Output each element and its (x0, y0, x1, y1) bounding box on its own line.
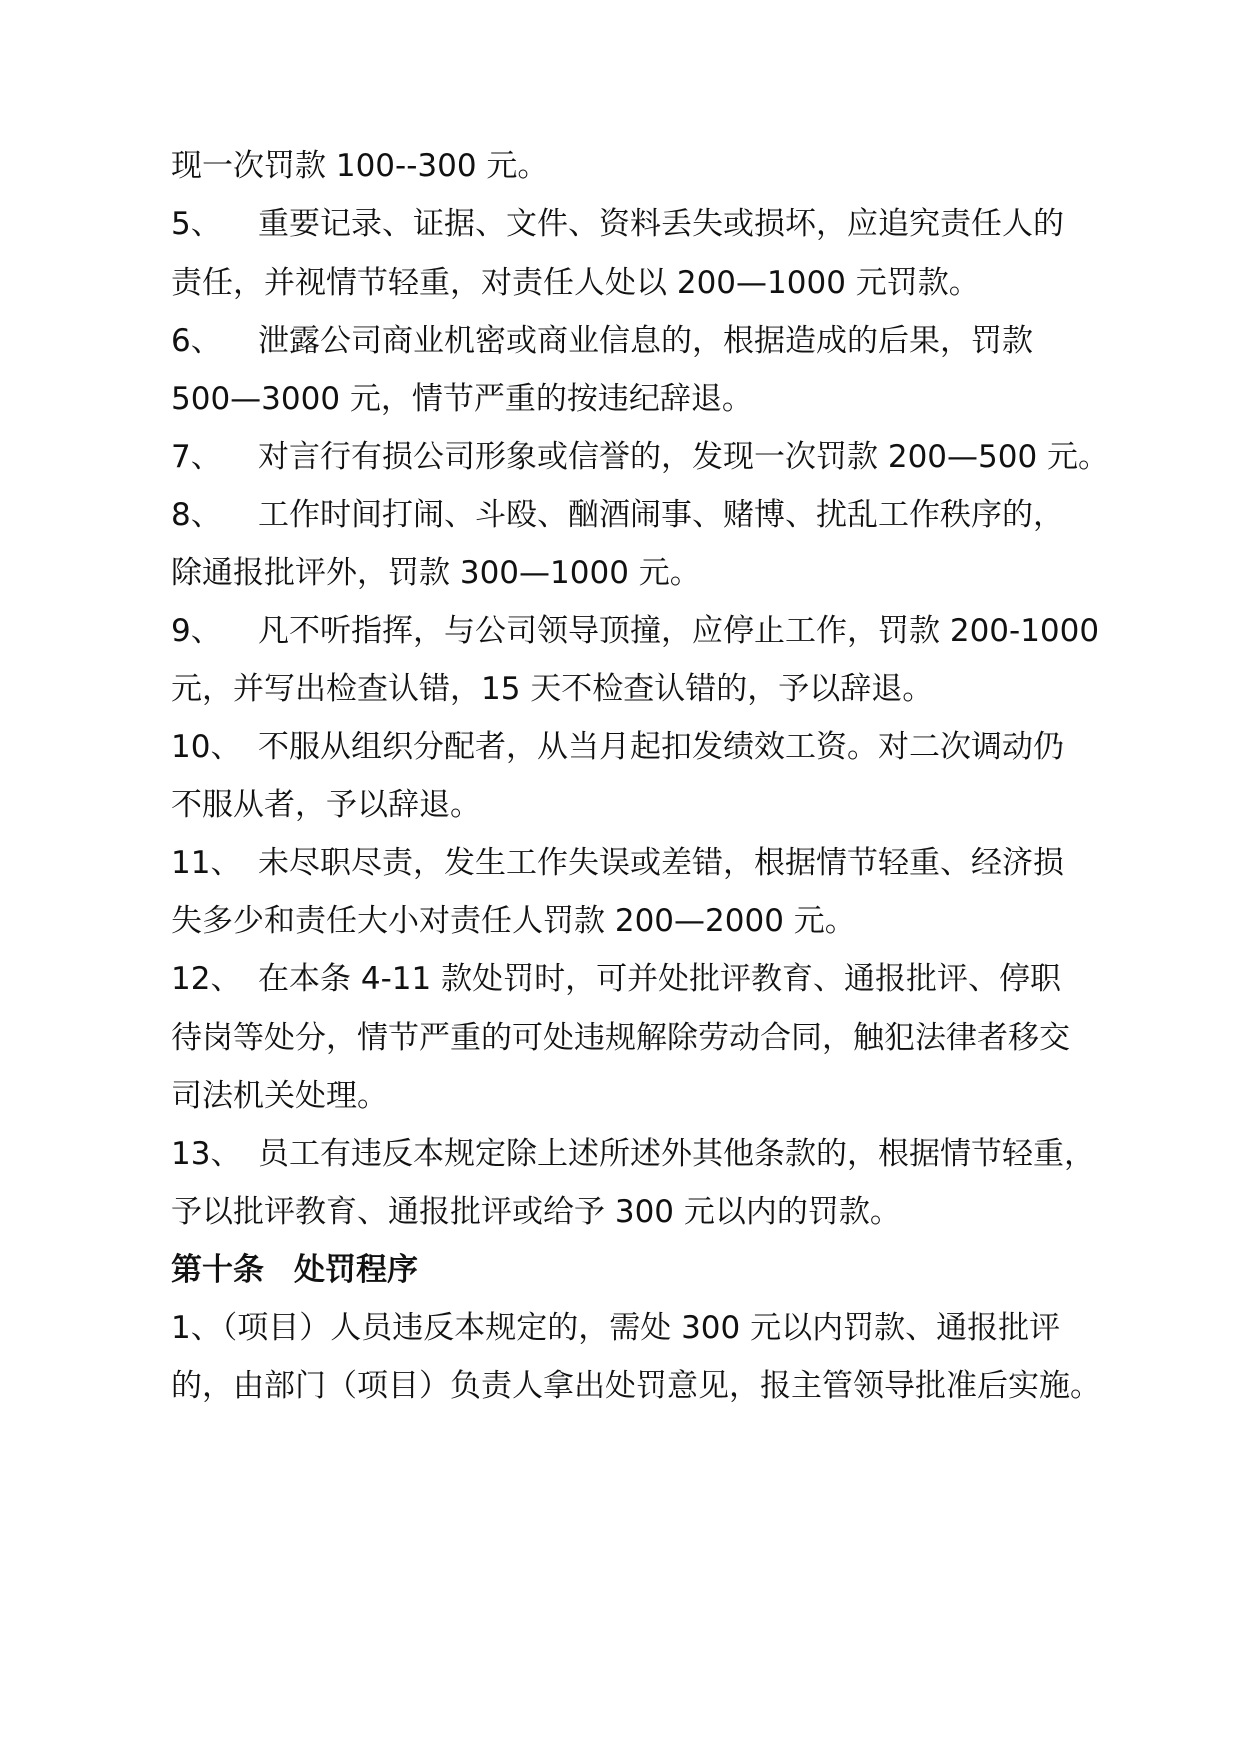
paragraph-line (171, 785, 1161, 825)
section-heading (171, 1250, 1161, 1290)
line-text: 重要记录、证据、文件、资料丢失或损坏，应追究责任人的 (258, 206, 1064, 242)
item-number: 7、 (171, 439, 222, 475)
item-number: 13、 (171, 1136, 242, 1172)
list-item-9 (171, 611, 1161, 651)
line-text: 的，由部门（项目）负责人拿出处罚意见，报主管领导批准后实施。 (171, 1368, 1101, 1404)
procedure-line (171, 1308, 1161, 1348)
item-number: 8、 (171, 497, 222, 533)
list-item-8 (171, 495, 1161, 535)
paragraph-line (171, 901, 1161, 941)
line-text: 员工有违反本规定除上述所述外其他条款的，根据情节轻重， (258, 1136, 1095, 1172)
list-item-12 (171, 959, 1161, 999)
line-text: 在本条 4-11 款处罚时，可并处批评教育、通报批评、停职 (258, 961, 1062, 997)
line-text: 司法机关处理。 (171, 1078, 388, 1114)
item-number: 12、 (171, 961, 242, 997)
list-item-13 (171, 1134, 1161, 1174)
item-number: 5、 (171, 206, 222, 242)
heading-title: 处罚程序 (294, 1252, 418, 1288)
list-item-11 (171, 843, 1161, 883)
line-text: 予以批评教育、通报批评或给予 300 元以内的罚款。 (171, 1194, 901, 1230)
item-number: 10、 (171, 729, 242, 765)
line-text: 责任，并视情节轻重，对责任人处以 200—1000 元罚款。 (171, 265, 980, 301)
paragraph-line (171, 146, 1161, 186)
line-text: 失多少和责任大小对责任人罚款 200—2000 元。 (171, 903, 856, 939)
line-text: 现一次罚款 100--300 元。 (171, 148, 549, 184)
line-text: 工作时间打闹、斗殴、酗酒闹事、赌博、扰乱工作秩序的， (258, 497, 1064, 533)
paragraph-line (171, 553, 1161, 593)
line-text: 凡不听指挥，与公司领导顶撞，应停止工作，罚款 200-1000 (258, 613, 1100, 649)
line-text: 除通报批评外，罚款 300—1000 元。 (171, 555, 701, 591)
paragraph-line (171, 1192, 1161, 1232)
paragraph-line (171, 1076, 1161, 1116)
line-text: 未尽职尽责，发生工作失误或差错，根据情节轻重、经济损 (258, 845, 1064, 881)
line-text: 对言行有损公司形象或信誉的，发现一次罚款 200—500 元。 (258, 439, 1110, 475)
paragraph-line (171, 379, 1161, 419)
list-item-6 (171, 321, 1161, 361)
procedure-line (171, 1366, 1161, 1406)
line-text: 待岗等处分，情节严重的可处违规解除劳动合同，触犯法律者移交 (171, 1020, 1070, 1056)
item-number: 9、 (171, 613, 222, 649)
item-number: 6、 (171, 323, 222, 359)
heading-article: 第十条 (171, 1252, 264, 1288)
item-number: 11、 (171, 845, 242, 881)
line-text: 不服从者，予以辞退。 (171, 787, 481, 823)
line-text: 500—3000 元，情节严重的按违纪辞退。 (171, 381, 753, 417)
list-item-10 (171, 727, 1161, 767)
line-text: 元，并写出检查认错，15 天不检查认错的，予以辞退。 (171, 671, 934, 707)
paragraph-line (171, 1018, 1161, 1058)
list-item-5 (171, 204, 1161, 244)
paragraph-line (171, 669, 1161, 709)
line-text: 泄露公司商业机密或商业信息的，根据造成的后果，罚款 (258, 323, 1033, 359)
list-item-7 (171, 437, 1161, 477)
line-text: 不服从组织分配者，从当月起扣发绩效工资。对二次调动仍 (258, 729, 1064, 765)
paragraph-line (171, 263, 1161, 303)
line-text: 1、（项目）人员违反本规定的，需处 300 元以内罚款、通报批评 (171, 1310, 1061, 1346)
